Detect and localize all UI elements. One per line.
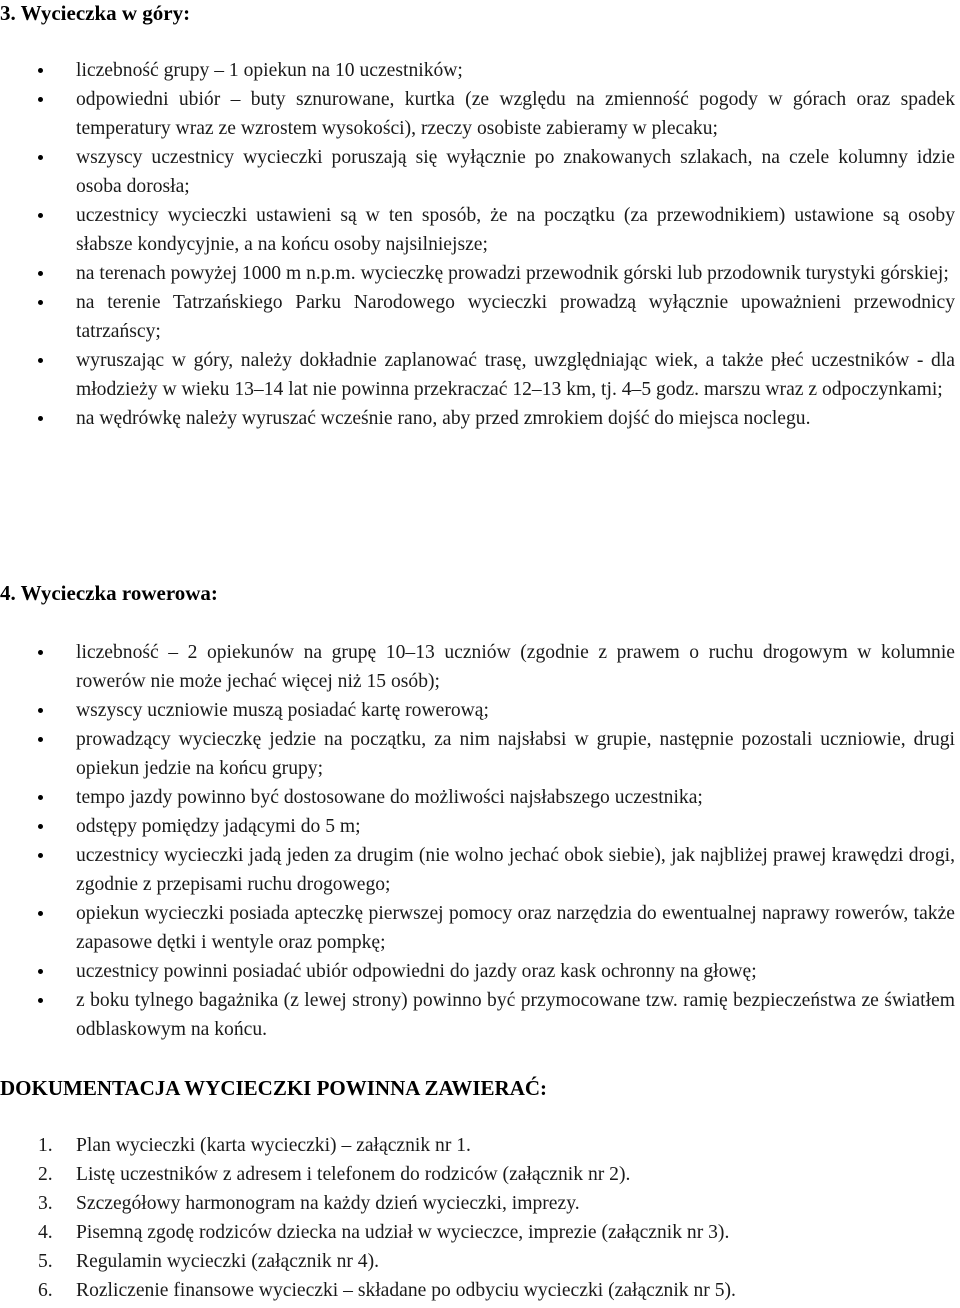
list-item (0, 85, 955, 143)
bullet-icon (38, 650, 43, 655)
bullet-icon (38, 737, 43, 742)
list-item (0, 638, 955, 696)
list-item-number: 3. (38, 1193, 53, 1214)
documentation-numbered-list (0, 1131, 955, 1305)
list-item (0, 696, 955, 725)
mountain-trip-rules-list (0, 56, 955, 433)
list-item-text: liczebność grupy – 1 opiekun na 10 uczestników; (76, 60, 463, 81)
list-item-text: Plan wycieczki (karta wycieczki) – załącznik nr 1. (76, 1135, 471, 1156)
list-item-text: na terenach powyżej 1000 m n.p.m. wycieczkę prowadzi przewodnik górski lub przodownik turystyki górskiej; (76, 263, 949, 284)
list-item-text: uczestnicy wycieczki jadą jeden za drugim (nie wolno jechać obok siebie), jak najbliżej prawej krawędzi drogi, zgodnie z przepisami ruchu drogowego; (76, 845, 955, 895)
section-heading-mountain-trip: 3. Wycieczka w góry: (0, 1, 191, 25)
list-item (0, 725, 955, 783)
bullet-icon (38, 68, 43, 73)
list-item (0, 841, 955, 899)
list-item-text: uczestnicy wycieczki ustawieni są w ten sposób, że na początku (za przewodnikiem) ustawione są osoby słabsze kondycyjnie, a na końcu osoby najsilniejsze; (76, 205, 955, 255)
bullet-icon (38, 271, 43, 276)
list-item (0, 783, 955, 812)
bullet-icon (38, 213, 43, 218)
list-item-text: uczestnicy powinni posiadać ubiór odpowiedni do jazdy oraz kask ochronny na głowę; (76, 961, 757, 982)
bullet-icon (38, 911, 43, 916)
list-item-text: Rozliczenie finansowe wycieczki – składane po odbyciu wycieczki (załącznik nr 5). (76, 1280, 736, 1301)
list-item (0, 1160, 955, 1189)
list-item (0, 259, 955, 288)
list-item (0, 899, 955, 957)
bullet-icon (38, 358, 43, 363)
list-item-text: Regulamin wycieczki (załącznik nr 4). (76, 1251, 380, 1272)
list-item-number: 6. (38, 1280, 53, 1301)
bullet-icon (38, 853, 43, 858)
bullet-icon (38, 824, 43, 829)
list-item-text: Pisemną zgodę rodziców dziecka na udział w wycieczce, imprezie (załącznik nr 3). (76, 1222, 730, 1243)
list-item (0, 143, 955, 201)
list-item (0, 812, 955, 841)
list-item (0, 1218, 955, 1247)
section-heading-bike-trip: 4. Wycieczka rowerowa: (0, 581, 218, 605)
bullet-icon (38, 998, 43, 1003)
bullet-icon (38, 708, 43, 713)
list-item-number: 2. (38, 1164, 53, 1185)
list-item (0, 1247, 955, 1276)
bullet-icon (38, 416, 43, 421)
list-item-text: odstępy pomiędzy jadącymi do 5 m; (76, 816, 361, 837)
bullet-icon (38, 155, 43, 160)
list-item-text: na terenie Tatrzańskiego Parku Narodowego wycieczki prowadzą wyłącznie upoważnieni przewodnicy tatrzańscy; (76, 292, 955, 342)
list-item-text: liczebność – 2 opiekunów na grupę 10–13 uczniów (zgodnie z prawem o ruchu drogowym w kolumnie rowerów nie może jechać więcej niż 15 osób); (76, 642, 955, 692)
list-item-text: na wędrówkę należy wyruszać wcześnie rano, aby przed zmrokiem dojść do miejsca noclegu. (76, 408, 811, 429)
section-heading-documentation: DOKUMENTACJA WYCIECZKI POWINNA ZAWIERAĆ: (0, 1076, 548, 1100)
bullet-icon (38, 795, 43, 800)
list-item-text: wyruszając w góry, należy dokładnie zaplanować trasę, uwzględniając wiek, a także płeć uczestników - dla młodzieży w wieku 13–14 lat nie powinna przekraczać 12–13 km, tj. 4–5 godz. marszu wraz z odpoczynkami; (76, 350, 955, 400)
list-item (0, 986, 955, 1044)
list-item (0, 346, 955, 404)
list-item-text: Listę uczestników z adresem i telefonem do rodziców (załącznik nr 2). (76, 1164, 631, 1185)
list-item-text: prowadzący wycieczkę jedzie na początku, za nim najsłabsi w grupie, następnie pozostali uczniowie, drugi opiekun jedzie na końcu grupy; (76, 729, 955, 779)
list-item (0, 56, 955, 85)
list-item-number: 1. (38, 1135, 53, 1156)
bike-trip-rules-list (0, 638, 955, 1044)
list-item (0, 957, 955, 986)
list-item-text: Szczegółowy harmonogram na każdy dzień wycieczki, imprezy. (76, 1193, 580, 1214)
bullet-icon (38, 969, 43, 974)
list-item-text: odpowiedni ubiór – buty sznurowane, kurtka (ze względu na zmienność pogody w górach oraz spadek temperatury wraz ze wzrostem wysokości), rzeczy osobiste zabieramy w plecaku; (76, 89, 955, 139)
list-item (0, 288, 955, 346)
list-item (0, 201, 955, 259)
list-item-text: opiekun wycieczki posiada apteczkę pierwszej pomocy oraz narzędzia do ewentualnej naprawy rowerów, także zapasowe dętki i wentyle oraz pompkę; (76, 903, 955, 953)
list-item-text: tempo jazdy powinno być dostosowane do możliwości najsłabszego uczestnika; (76, 787, 703, 808)
list-item-text: z boku tylnego bagażnika (z lewej strony) powinno być przymocowane tzw. ramię bezpieczeństwa ze światłem odblaskowym na końcu. (76, 990, 955, 1040)
list-item (0, 1131, 955, 1160)
list-item-text: wszyscy uczestnicy wycieczki poruszają się wyłącznie po znakowanych szlakach, na czele kolumny idzie osoba dorosła; (76, 147, 955, 197)
list-item (0, 404, 955, 433)
list-item (0, 1276, 955, 1305)
bullet-icon (38, 97, 43, 102)
bullet-icon (38, 300, 43, 305)
list-item-number: 5. (38, 1251, 53, 1272)
list-item (0, 1189, 955, 1218)
list-item-text: wszyscy uczniowie muszą posiadać kartę rowerową; (76, 700, 489, 721)
list-item-number: 4. (38, 1222, 53, 1243)
